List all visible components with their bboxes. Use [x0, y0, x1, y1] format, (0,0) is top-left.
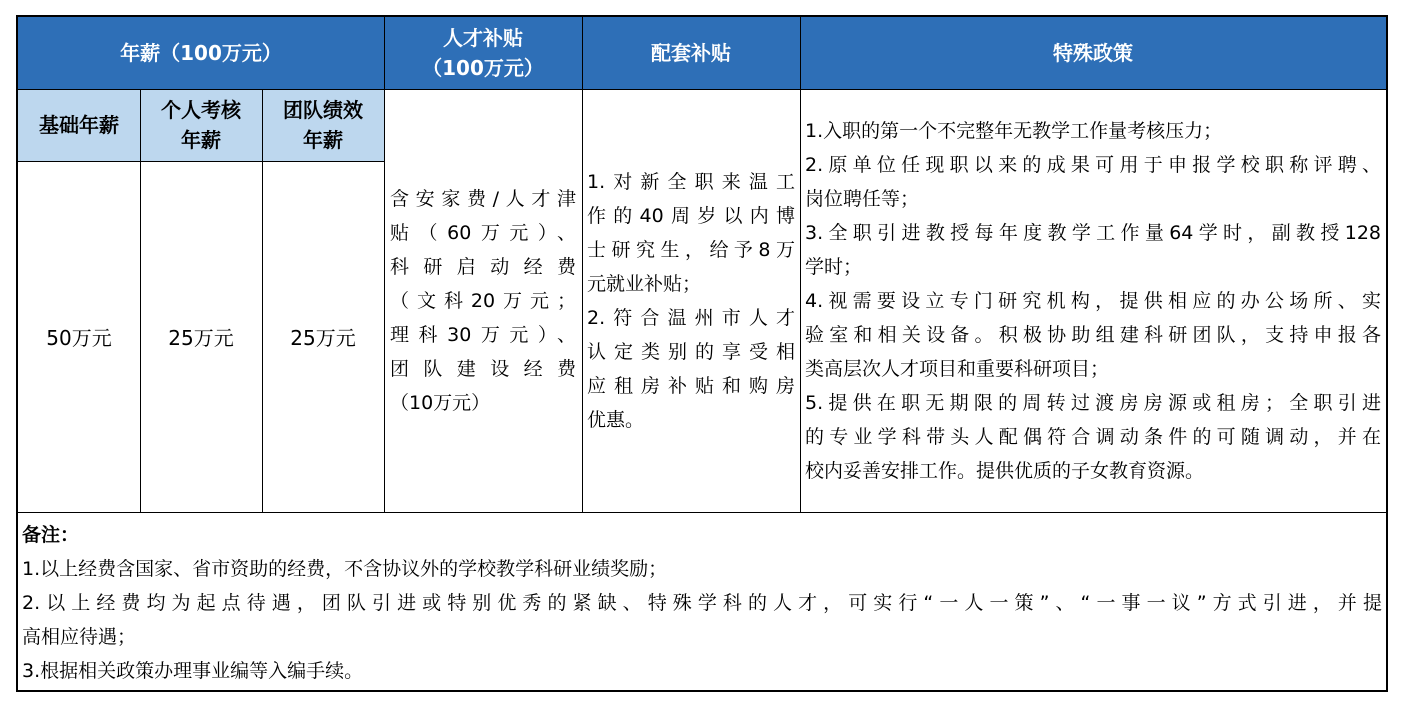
subheader-personal: [140, 89, 262, 161]
value-team: [262, 161, 384, 512]
special-policy-line: 校内妥善安排工作。提供优质的子女教育资源。: [805, 459, 1205, 482]
notes-line: 2.以上经费均为起点待遇，团队引进或特别优秀的紧缺、特殊学科的人才，可实行“一人一策”、“一事一议”方式引进，并提: [22, 592, 1382, 614]
supporting-subsidy-line: 应租房补贴和购房: [587, 374, 795, 397]
talent-subsidy-cell: [384, 89, 582, 512]
subheader-base-salary-label: 基础年薪: [39, 113, 119, 137]
supporting-subsidy-line: 优惠。: [587, 408, 645, 431]
subheader-personal-line1: 个人考核: [161, 98, 241, 122]
talent-subsidy-text: [390, 182, 576, 420]
talent-subsidy-line: 科研启动经费: [390, 255, 576, 278]
supporting-subsidy-line: 作的40周岁以内博: [587, 204, 795, 227]
supporting-subsidy-line: 2.符合温州市人才: [587, 306, 795, 329]
special-policy-cell: [800, 89, 1386, 512]
notes-line: 高相应待遇；: [22, 626, 137, 648]
special-policy-line: 1.入职的第一个不完整年无教学工作量考核压力；: [805, 119, 1223, 142]
value-personal-text: 25万元: [168, 326, 234, 350]
supporting-subsidy-line: 士研究生，给予8万: [587, 238, 795, 261]
header-talent-subsidy-line2: （100万元）: [422, 56, 544, 80]
grid-line: [582, 17, 583, 512]
talent-subsidy-line: 含安家费/人才津: [390, 187, 576, 210]
special-policy-line: 验室和相关设备。积极协助组建科研团队，支持申报各: [805, 323, 1381, 346]
subheader-personal-line2: 年薪: [181, 128, 221, 152]
supporting-subsidy-line: 认定类别的享受相: [587, 340, 795, 363]
header-special-policy-label: 特殊政策: [1053, 41, 1133, 65]
special-policy-line: 2.原单位任现职以来的成果可用于申报学校职称评聘、: [805, 153, 1381, 176]
talent-subsidy-line: （文科20万元；: [390, 289, 576, 312]
supporting-subsidy-cell: [582, 89, 800, 512]
value-base-salary: [18, 161, 140, 512]
supporting-subsidy-line: 元就业补贴；: [587, 272, 702, 295]
talent-subsidy-line: （10万元）: [390, 391, 491, 414]
header-talent-subsidy: [384, 17, 582, 89]
notes-title: 备注：: [22, 524, 80, 546]
talent-subsidy-line: 贴（60万元）、: [390, 221, 576, 244]
header-supporting-subsidy-label: 配套补贴: [651, 41, 731, 65]
notes-line: 1.以上经费含国家、省市资助的经费，不含协议外的学校教学科研业绩奖励；: [22, 558, 668, 580]
special-policy-text: [805, 114, 1381, 488]
header-special-policy: [800, 17, 1386, 89]
grid-line: [262, 89, 263, 512]
special-policy-line: 3.全职引进教授每年度教学工作量64学时，副教授128: [805, 221, 1381, 244]
policy-table: [16, 15, 1388, 692]
notes-line: 3.根据相关政策办理事业编等入编手续。: [22, 660, 364, 682]
special-policy-line: 岗位聘任等；: [805, 187, 920, 210]
grid-line: [384, 17, 385, 512]
talent-subsidy-line: 团队建设经费: [390, 357, 576, 380]
supporting-subsidy-line: 1.对新全职来温工: [587, 170, 795, 193]
value-base-salary-text: 50万元: [46, 326, 112, 350]
header-talent-subsidy-line1: 人才补贴: [443, 26, 523, 50]
subheader-team: [262, 89, 384, 161]
header-supporting-subsidy: [582, 17, 800, 89]
supporting-subsidy-text: [587, 165, 795, 437]
grid-line: [800, 17, 801, 512]
special-policy-line: 学时；: [805, 255, 863, 278]
notes-cell: [18, 512, 1386, 690]
special-policy-line: 5.提供在职无期限的周转过渡房房源或租房；全职引进: [805, 391, 1381, 414]
subheader-base-salary: [18, 89, 140, 161]
grid-line: [140, 89, 141, 512]
special-policy-line: 的专业学科带头人配偶符合调动条件的可随调动，并在: [805, 425, 1381, 448]
special-policy-line: 类高层次人才项目和重要科研项目；: [805, 357, 1110, 380]
subheader-team-line2: 年薪: [303, 128, 343, 152]
header-salary-label: 年薪（100万元）: [120, 41, 282, 65]
header-salary: [18, 17, 384, 89]
talent-subsidy-line: 理科30万元）、: [390, 323, 576, 346]
grid-line: [18, 89, 1386, 90]
subheader-team-line1: 团队绩效: [283, 98, 363, 122]
value-team-text: 25万元: [290, 326, 356, 350]
grid-line: [18, 161, 384, 162]
value-personal: [140, 161, 262, 512]
special-policy-line: 4.视需要设立专门研究机构，提供相应的办公场所、实: [805, 289, 1381, 312]
grid-line: [18, 512, 1386, 513]
